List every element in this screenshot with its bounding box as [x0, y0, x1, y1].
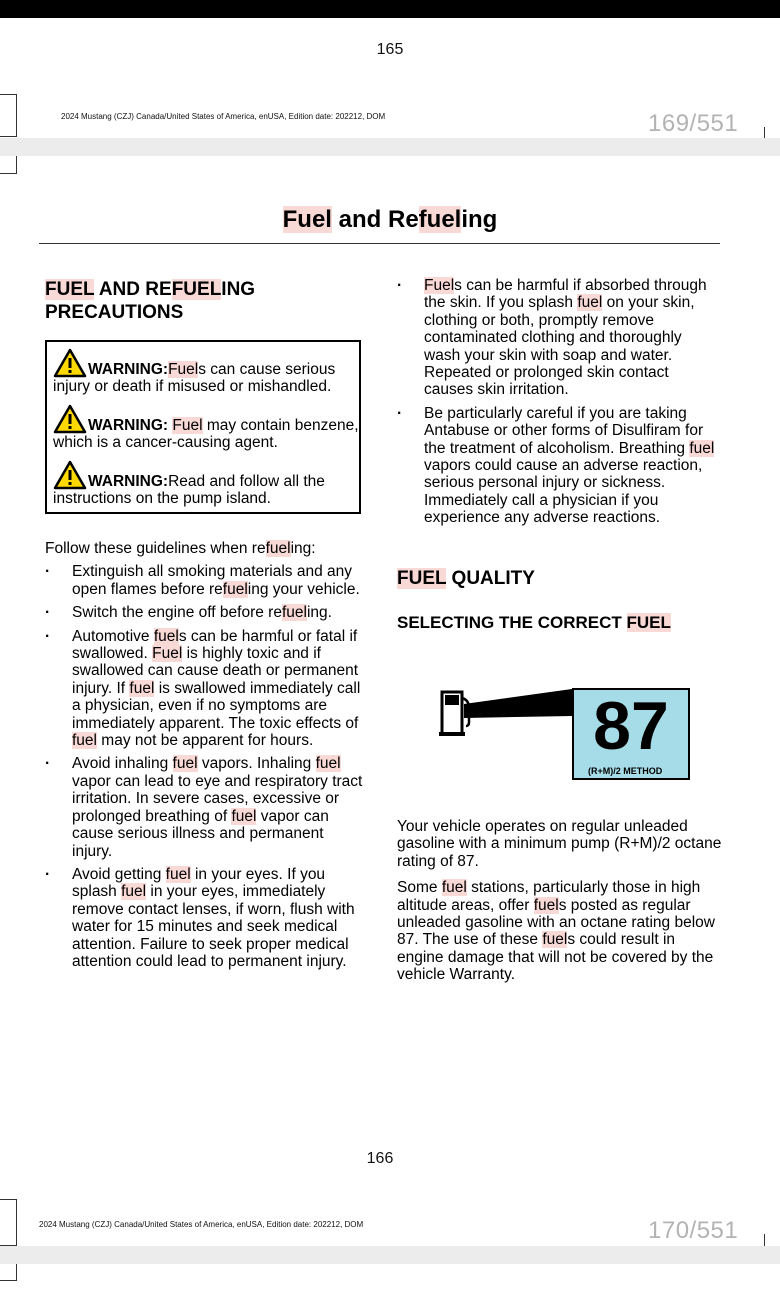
section-heading-precautions: FUEL AND REFUELING PRECAUTIONS — [45, 279, 256, 323]
footer-meta: 2024 Mustang (CZJ) Canada/United States of America, enUSA, Edition date: 202212, DOM — [39, 1220, 364, 1229]
octane-number: 87 — [593, 688, 669, 764]
title-rule — [39, 243, 720, 244]
right-bullet-list — [397, 277, 722, 527]
chapter-title: Fuel and Refueling — [282, 206, 498, 233]
page-counter-top: 169/551 — [648, 110, 739, 137]
warning-1: WARNING:Fuels can cause serious injury or death if misused or mishandled. — [53, 348, 359, 396]
octane-sticker — [572, 688, 690, 780]
page-counter-bottom: 170/551 — [648, 1217, 739, 1244]
list-item: · Extinguish all smoking materials and any open flames before refueling your vehicle. — [45, 563, 365, 598]
page-edge-bottom-left-2 — [0, 1263, 17, 1281]
right-column-top — [397, 277, 722, 533]
list-item: · Switch the engine off before refueling. — [45, 604, 365, 621]
octane-requirement-paragraph: Your vehicle operates on regular unleaded gasoline with a minimum pump (R+M)/2 octane rating of 87. — [397, 818, 722, 870]
warning-triangle-icon — [53, 348, 87, 378]
page-gap-top — [0, 138, 780, 156]
page-edge-bottom-left — [0, 1199, 17, 1246]
warning-box — [45, 340, 361, 514]
guidelines-intro: Follow these guidelines when refueling: — [45, 540, 316, 557]
left-column-body — [45, 540, 365, 976]
top-black-bar — [0, 0, 780, 18]
page-number-top: 165 — [376, 41, 404, 58]
list-item: · Automotive fuels can be harmful or fatal if swallowed. Fuel is highly toxic and if swallowed can cause death or permanent injury. If fuel is swallowed immediately call a physician, even if no symptoms are immediately apparent. The toxic effects of fuel may not be apparent for hours. — [45, 628, 365, 750]
right-column-bottom — [397, 818, 722, 984]
octane-label-illustration — [436, 686, 692, 782]
list-item: · Avoid inhaling fuel vapors. Inhaling fuel vapor can lead to eye and respiratory tract irritation. In severe cases, excessive or prolonged breathing of fuel vapor can cause serious illness and permanent injury. — [45, 755, 365, 859]
list-item: · Fuels can be harmful if absorbed through the skin. If you splash fuel on your skin, clothing or both, promptly remove contaminated clothing and thoroughly wash your skin with soap and water. Repeated or prolonged skin contact causes skin irritation. — [397, 277, 722, 399]
warning-2: WARNING: Fuel may contain benzene, which is a cancer-causing agent. — [53, 404, 359, 452]
page-gap-bottom — [0, 1246, 780, 1264]
warning-triangle-icon — [53, 404, 87, 434]
page-tick-bottom — [764, 1234, 765, 1246]
octane-method: (R+M)/2 METHOD — [588, 766, 663, 776]
header-meta: 2024 Mustang (CZJ) Canada/United States of America, enUSA, Edition date: 202212, DOM — [61, 112, 386, 121]
section-heading-selecting-fuel: SELECTING THE CORRECT FUEL — [397, 613, 671, 632]
warning-triangle-icon — [53, 460, 87, 490]
list-item: · Avoid getting fuel in your eyes. If you splash fuel in your eyes, immediately remove contact lenses, if worn, flush with water for 15 minutes and seek medical attention. Failure to seek proper medical attention could lead to permanent injury. — [45, 866, 365, 970]
warning-3: WARNING:Read and follow all the instructions on the pump island. — [53, 460, 359, 508]
high-altitude-paragraph: Some fuel stations, particularly those in high altitude areas, offer fuels posted as regular unleaded gasoline with an octane rating below 87. The use of these fuels could result in engine damage that will not be covered by the vehicle Warranty. — [397, 879, 715, 984]
page-edge-top-left — [0, 94, 17, 137]
page-number-bottom: 166 — [366, 1150, 394, 1167]
section-heading-fuel-quality: FUEL QUALITY — [397, 568, 535, 589]
list-item: · Be particularly careful if you are taking Antabuse or other forms of Disulfiram for the treatment of alcoholism. Breathing fuel vapors could cause an adverse reaction, serious personal injury or sickness. Immediately call a physician if you experience any adverse reactions. — [397, 405, 722, 527]
left-bullet-list — [45, 563, 365, 970]
